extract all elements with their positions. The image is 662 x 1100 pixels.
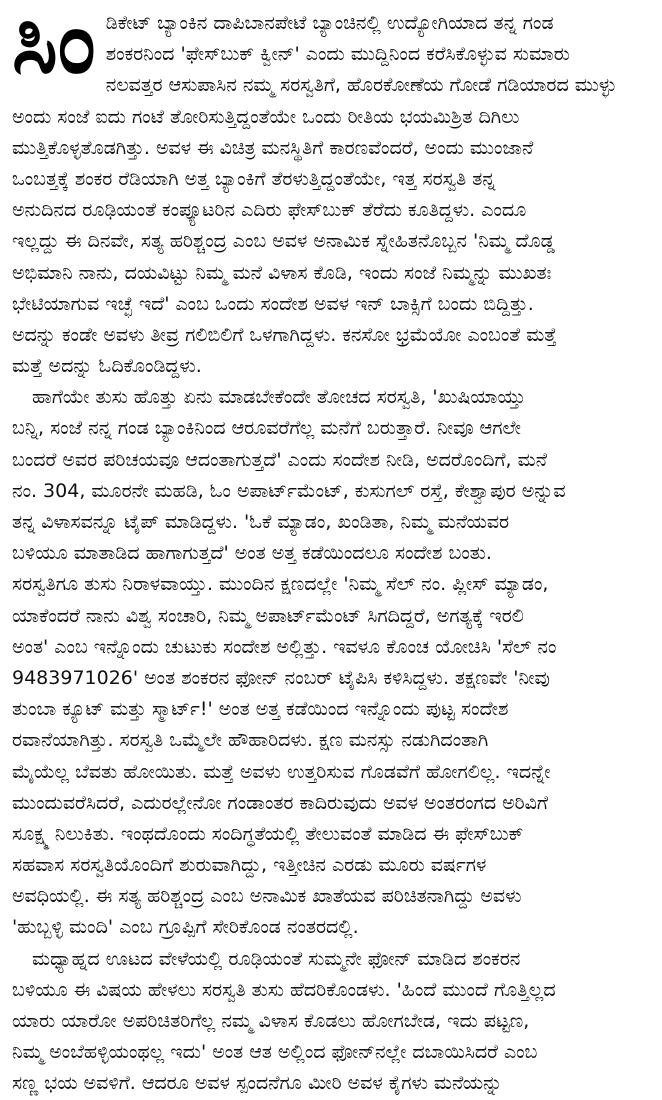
text-line: ಬಳಿಯೂ ಈ ವಿಷಯ ಹೇಳಲು ಸರಸ್ವತಿ ತುಸು ಹೆದರಿಕೊಂಡಳು. 'ಹಿಂದೆ ಮುಂದೆ ಗೊತ್ತಿಲ್ಲದ bbox=[12, 978, 556, 1001]
text-line: ಬಂದರೆ ಅವರ ಪರಿಚಯವೂ ಆದಂತಾಗುತ್ತದೆ' ಎಂದು ಸಂದೇಶ ನೀಡಿ, ಅದರೊಂದಿಗೆ, ಮನೆ bbox=[12, 448, 548, 471]
drop-cap: ಸಿಂ bbox=[12, 0, 96, 93]
text-line: ಮುಂದುವರೆಸಿದರೆ, ಎದುರಲ್ಲೇನೋ ಗಂಡಾಂತರ ಕಾದಿರುವುದು ಅವಳ ಅಂತರಂಗದ ಅರಿವಿಗೆ bbox=[12, 791, 548, 814]
text-line: ಮುತ್ತಿಕೊಳ್ಳತೊಡಗಿತ್ತು. ಅವಳ ಈ ವಿಚಿತ್ರ ಮನಸ್ಥಿತಿಗೆ ಕಾರಣವೆಂದರೆ, ಅಂದು ಮುಂಜಾನೆ bbox=[12, 136, 534, 159]
text-line: ತುಂಬಾ ಕ್ಯೂಟ್ ಮತ್ತು ಸ್ಮಾರ್ಟ್!' ಅಂತ ಅತ್ತ ಕಡೆಯಿಂದ ಇನ್ನೊಂದು ಪುಟ್ಟ ಸಂದೇಶ bbox=[12, 698, 509, 721]
text-line: 'ಹುಬ್ಬಳ್ಳಿ ಮಂದಿ' ಎಂಬ ಗ್ರೂಪ್ಪಿಗೆ ಸೇರಿಕೊಂಡ ನಂತರದಲ್ಲಿ. bbox=[12, 916, 359, 939]
text-line: ಸಣ್ಣ ಭಯ ಅವಳಿಗೆ. ಆದರೂ ಅವಳ ಸ್ಪಂದನೆಗೂ ಮೀರಿ ಅವಳ ಕೈಗಳು ಮನೆಯನ್ನು bbox=[12, 1072, 503, 1095]
text-line: ನಿಮ್ಮ ಅಂಬೆಹಳ್ಳಿಯಂಥಲ್ಲ ಇದು' ಅಂತ ಆತ ಅಲ್ಲಿಂದ ಫೋನ್‌ನಲ್ಲೇ ದಬಾಯಿಸಿದರೆ ಎಂಬ bbox=[12, 1041, 538, 1064]
text-line: ಅಂತ' ಎಂಬ ಇನ್ನೊಂದು ಚುಟುಕು ಸಂದೇಶ ಅಲ್ಲಿತ್ತು. ಇವಳೂ ಕೊಂಚ ಯೋಚಿಸಿ 'ಸೆಲ್ ನಂ bbox=[12, 635, 557, 658]
text-line: ಅಭಿಮಾನಿ ನಾನು, ದಯವಿಟ್ಟು ನಿಮ್ಮ ಮನೆ ವಿಳಾಸ ಕೊಡಿ, ಇಂದು ಸಂಜೆ ನಿಮ್ಮನ್ನು ಮುಖತಃ bbox=[12, 261, 552, 284]
text-line: ಯಾಕೆಂದರೆ ನಾನು ವಿಶ್ವ ಸಂಚಾರಿ, ನಿಮ್ಮ ಅಪಾರ್ಟ್‌ಮೆಂಟ್ ಸಿಗದಿದ್ದರೆ, ಅಗತ್ಯಕ್ಕೆ ಇರಲಿ bbox=[12, 604, 524, 627]
text-line: ಯಾರು ಯಾರೋ ಅಪರಿಚಿತರಿಗೆಲ್ಲ ನಮ್ಮ ವಿಳಾಸ ಕೊಡಲು ಹೋಗಬೇಡ, ಇದು ಪಟ್ಟಣ, bbox=[12, 1010, 530, 1032]
text-line: ಭೇಟಿಯಾಗುವ ಇಚ್ಛೆ ಇದೆ' ಎಂಬ ಒಂದು ಸಂದೇಶ ಅವಳ ಇನ್ ಬಾಕ್ಸಿಗೆ ಬಂದು ಬಿದ್ದಿತ್ತು. bbox=[12, 292, 534, 315]
text-line: ಮತ್ತೆ ಅದನ್ನು ಓದಿಕೊಂಡಿದ್ದಳು. bbox=[12, 355, 202, 378]
text-line: ಅವಧಿಯಲ್ಲಿ. ಈ ಸತ್ಯ ಹರಿಶ್ಚಂದ್ರ ಎಂಬ ಅನಾಮಿಕ ಖಾತೆಯವ ಪರಿಚಿತನಾಗಿದ್ದು ಅವಳು bbox=[12, 885, 522, 908]
text-line: ಸಹವಾಸ ಸರಸ್ವತಿಯೊಂದಿಗೆ ಶುರುವಾಗಿದ್ದು, ಇತ್ತೀಚಿನ ಎರಡು ಮೂರು ವರ್ಷಗಳ bbox=[12, 854, 487, 877]
article-body bbox=[12, 0, 652, 1100]
text-line: ಬನ್ನಿ, ಸಂಜೆ ನನ್ನ ಗಂಡ ಬ್ಯಾಂಕಿನಿಂದ ಆರೂವರೆಗೆಲ್ಲ ಮನೆಗೆ ಬರುತ್ತಾರೆ. ನೀವೂ ಆಗಲೇ bbox=[12, 417, 522, 440]
text-line: 9483971026' ಅಂತ ಶಂಕರನ ಫೋನ್ ನಂಬರ್ ಟೈಪಿಸಿ ಕಳಿಸಿದ್ದಳು. ತಕ್ಷಣವೇ 'ನೀವು bbox=[12, 666, 550, 689]
text-line: ಬಳಿಯೂ ಮಾತಾಡಿದ ಹಾಗಾಗುತ್ತದೆ' ಅಂತ ಅತ್ತ ಕಡೆಯಿಂದಲೂ ಸಂದೇಶ ಬಂತು. bbox=[12, 542, 492, 565]
text-line: ಹಾಗೆಯೇ ತುಸು ಹೊತ್ತು ಏನು ಮಾಡಬೇಕೆಂದೇ ತೋಚದ ಸರಸ್ವತಿ, 'ಖುಷಿಯಾಯ್ತು bbox=[32, 386, 526, 409]
text-line: ಇಲ್ಲದ್ದು ಈ ದಿನವೇ, ಸತ್ಯ ಹರಿಶ್ಚಂದ್ರ ಎಂಬ ಅವಳ ಅನಾಮಿಕ ಸ್ನೇಹಿತನೊಬ್ಬನ 'ನಿಮ್ಮ ದೊಡ್ಡ bbox=[12, 230, 555, 253]
text-line: ಡಿಕೇಟ್ ಬ್ಯಾಂಕಿನ ದಾಪಿಬಾನಪೇಟೆ ಬ್ಯಾಂಚಿನಲ್ಲಿ ಉದ್ಯೋಗಿಯಾದ ತನ್ನ ಗಂಡ bbox=[105, 12, 554, 34]
text-line: ತನ್ನ ವಿಳಾಸವನ್ನೂ ಟೈಪ್ ಮಾಡಿದ್ದಳು. 'ಓಕೆ ಮ್ಯಾಡಂ, ಖಂಡಿತಾ, ನಿಮ್ಮ ಮನೆಯವರ bbox=[12, 511, 510, 533]
text-line: ಅಂದು ಸಂಜೆ ಐದು ಗಂಟೆ ತೋರಿಸುತ್ತಿದ್ದಂತೆಯೇ ಒಂದು ರೀತಿಯ ಭಯಮಿಶ್ರಿತ ದಿಗಿಲು bbox=[12, 105, 520, 128]
text-line: ಅದನ್ನು ಕಂಡೇ ಅವಳು ತೀವ್ರ ಗಲಿಬಿಲಿಗೆ ಒಳಗಾಗಿದ್ದಳು. ಕನಸೋ ಭ್ರಮೆಯೋ ಎಂಬಂತೆ ಮತ್ತೆ bbox=[12, 323, 557, 346]
text-line: ಶಂಕರನಿಂದ 'ಫೇಸ್‌ಬುಕ್ ಕ್ವೀನ್' ಎಂದು ಮುದ್ದಿನಿಂದ ಕರೆಸಿಕೊಳ್ಳುವ ಸುಮಾರು bbox=[105, 43, 570, 66]
text-line: ಅನುದಿನದ ರೂಢಿಯಂತೆ ಕಂಪ್ಯೂಟರಿನ ಎದಿರು ಫೇಸ್‌ಬುಕ್ ತೆರೆದು ಕೂತಿದ್ದಳು. ಎಂದೂ bbox=[12, 199, 527, 222]
text-line: ಸೂಕ್ಷ್ಮ ನಿಲುಕಿತು. ಇಂಥದೊಂದು ಸಂದಿಗ್ಧತೆಯಲ್ಲಿ ತೇಲುವಂತೆ ಮಾಡಿದ ಈ ಫೇಸ್‌ಬುಕ್ bbox=[12, 822, 524, 845]
text-line: ರವಾನೆಯಾಗಿತ್ತು. ಸರಸ್ವತಿ ಒಮ್ಮೆಲೇ ಹೌಹಾರಿದಳು. ಕ್ಷಣ ಮನಸ್ಸು ನಡುಗಿದಂತಾಗಿ bbox=[12, 729, 489, 752]
text-line: ನಲವತ್ತರ ಆಸುಪಾಸಿನ ನಮ್ಮ ಸರಸ್ವತಿಗೆ, ಹೊರಕೋಣೆಯ ಗೋಡೆ ಗಡಿಯಾರದ ಮುಳ್ಳು bbox=[105, 74, 617, 97]
text-line: ನಂ. 304, ಮೂರನೇ ಮಹಡಿ, ಓಂ ಅಪಾರ್ಟ್‌ಮೆಂಟ್, ಕುಸುಗಲ್ ರಸ್ತೆ, ಕೇಶ್ವಾಪುರ ಅನ್ನುವ bbox=[12, 479, 566, 502]
text-line: ಸರಸ್ವತಿಗೂ ತುಸು ನಿರಾಳವಾಯ್ತು. ಮುಂದಿನ ಕ್ಷಣದಲ್ಲೇ 'ನಿಮ್ಮ ಸೆಲ್ ನಂ. ಪ್ಲೀಸ್ ಮ್ಯಾಡಂ, bbox=[12, 573, 549, 596]
text-line: ಮಧ್ಯಾಹ್ನದ ಊಟದ ವೇಳೆಯಲ್ಲಿ ರೂಢಿಯಂತೆ ಸುಮ್ಮನೇ ಫೋನ್ ಮಾಡಿದ ಶಂಕರನ bbox=[32, 947, 521, 970]
text-line: ಮೈಯೆಲ್ಲ ಬೆವತು ಹೋಯಿತು. ಮತ್ತೆ ಅವಳು ಉತ್ತರಿಸುವ ಗೊಡವೆಗೆ ಹೋಗಲಿಲ್ಲ. ಇದನ್ನೇ bbox=[12, 760, 551, 783]
text-line: ಒಂಬತ್ತಕ್ಕೆ ಶಂಕರ ರೆಡಿಯಾಗಿ ಅತ್ತ ಬ್ಯಾಂಕಿಗೆ ತೆರಳುತ್ತಿದ್ದಂತೆಯೇ, ಇತ್ತ ಸರಸ್ವತಿ ತನ್ನ bbox=[12, 167, 496, 190]
